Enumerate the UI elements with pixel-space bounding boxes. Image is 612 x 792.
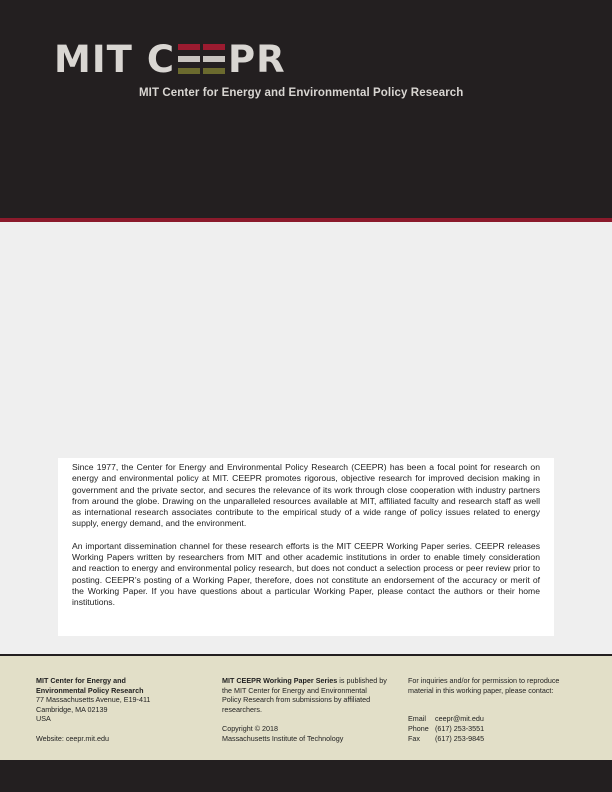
contact-phone-row — [408, 724, 588, 734]
fax-label: Fax — [408, 733, 420, 743]
contact-intro-1: For inquiries and/or for permission to reproduce — [408, 676, 560, 685]
ceepr-logo — [54, 37, 286, 81]
about-paragraph-2: An important dissemination channel for these research efforts is the MIT CEEPR Working Paper series. CEEPR releases Working Papers written by researchers from MIT and other academic institutions in order to enable timely consideration and reaction to energy and environmental policy research, but does not conduct a selection process or peer review prior to posting. CEEPR’s posting of a Working Paper, therefore, does not constitute an endorsement of the accuracy or merit of the Working Paper. If you have questions about a particular Working Paper, please contact the authors or their home institutions. — [72, 540, 540, 608]
contact-email-row — [408, 714, 588, 724]
center-name-line-1: MIT Center for Energy and — [36, 676, 126, 685]
institution: Massachusetts Institute of Technology — [222, 733, 344, 743]
footer-contact — [408, 676, 588, 743]
footer-address — [36, 676, 186, 743]
logo-bar-olive — [203, 68, 225, 74]
phone-label: Phone — [408, 723, 429, 733]
country: USA — [36, 714, 51, 724]
about-paragraph-1: Since 1977, the Center for Energy and Environmental Policy Research (CEEPR) has been a focal point for research on energy and environmental policy at MIT. CEEPR promotes rigorous, objective research for improved decision making in government and the private sector, and secures the relevance of its work through close cooperation with industry partners from around the globe. Drawing on the unparalleled resources available at MIT, affiliated faculty and research staff as well as international research associates contribute to the empirical study of a wide range of policy issues related to energy supply, energy demand, and the environment. — [72, 462, 540, 529]
logo-c: C — [146, 37, 175, 81]
logo-bar-red — [178, 44, 200, 50]
series-line-1: MIT CEEPR Working Paper Series is published by — [222, 676, 387, 685]
footer — [0, 654, 612, 760]
email-link[interactable]: ceepr@mit.edu — [435, 714, 484, 724]
logo-bar-red — [203, 44, 225, 50]
logo-bar-gray — [178, 56, 200, 62]
center-name-subtitle: MIT Center for Energy and Environmental Policy Research — [139, 87, 464, 99]
center-name-line-2: Environmental Policy Research — [36, 685, 144, 695]
series-line-4: researchers. — [222, 704, 262, 714]
logo-bar-olive — [178, 68, 200, 74]
logo-e-bars-1 — [178, 44, 200, 74]
logo-mit: MIT — [54, 37, 133, 81]
series-line-2: the MIT Center for Energy and Environmental — [222, 685, 367, 695]
series-line-3: Policy Research from submissions by affiliated — [222, 695, 371, 705]
city-address: Cambridge, MA 02139 — [36, 704, 108, 714]
footer-series-info — [222, 676, 397, 743]
header-band — [0, 0, 612, 218]
website-link[interactable]: Website: ceepr.mit.edu — [36, 733, 109, 743]
logo-bar-gray — [203, 56, 225, 62]
logo-pr: PR — [227, 37, 286, 81]
street-address: 77 Massachusetts Avenue, E19-411 — [36, 695, 151, 705]
about-text-box — [58, 458, 554, 636]
email-label: Email — [408, 714, 426, 724]
fax-number: (617) 253-9845 — [435, 733, 485, 743]
phone-number: (617) 253-3551 — [435, 723, 485, 733]
contact-intro-2: material in this working paper, please contact: — [408, 685, 554, 695]
copyright: Copyright © 2018 — [222, 723, 279, 733]
logo-e-bars-2 — [203, 44, 225, 74]
contact-fax-row — [408, 734, 588, 744]
header-accent-rule — [0, 218, 612, 222]
footer-bottom-band — [0, 760, 612, 792]
series-title: MIT CEEPR Working Paper Series — [222, 676, 338, 685]
